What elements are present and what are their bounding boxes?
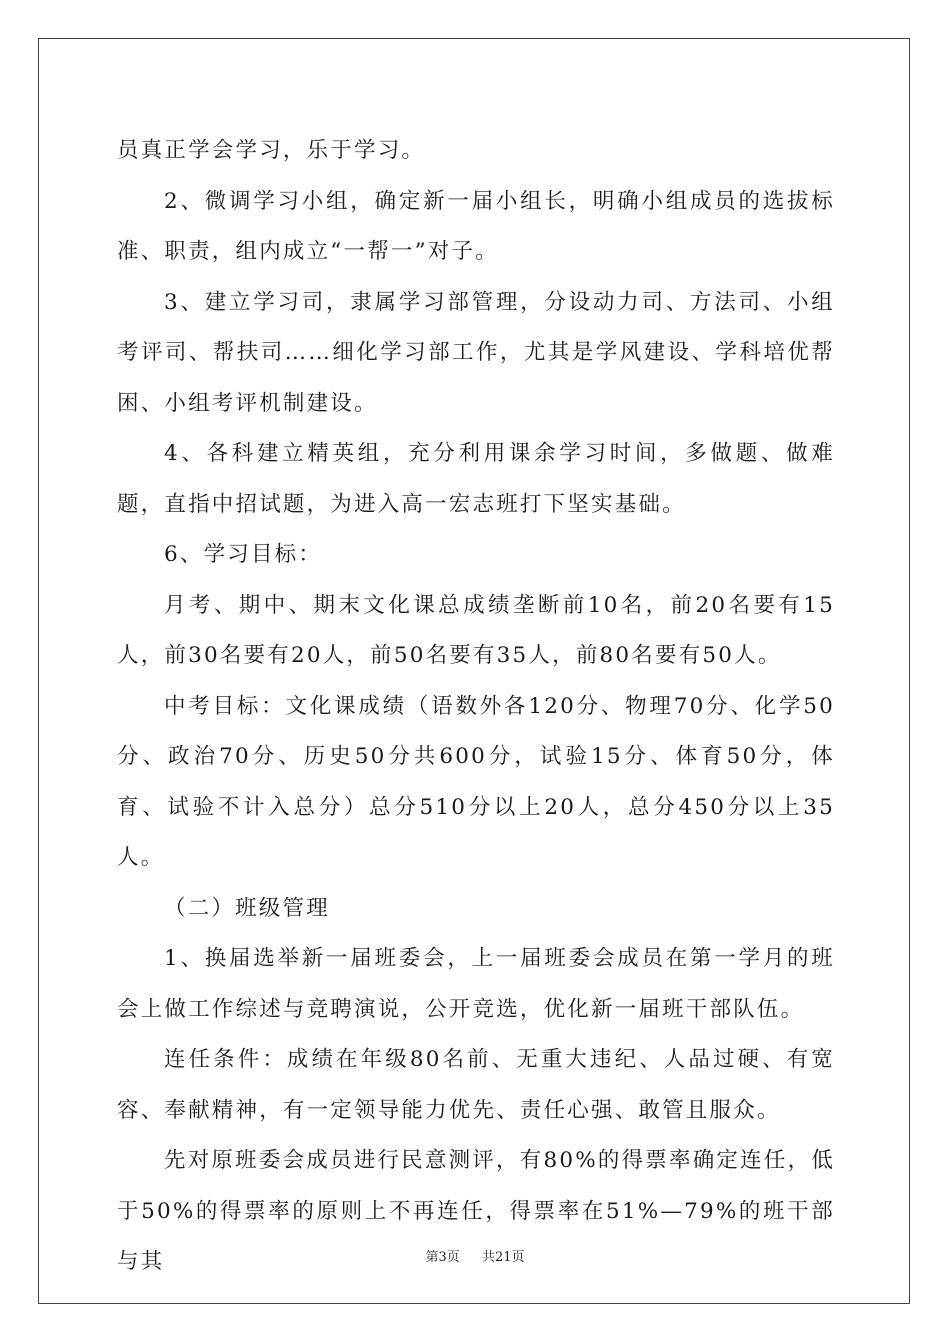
page-footer bbox=[0, 1246, 950, 1265]
paragraph-6: 月考、期中、期末文化课总成绩垄断前10名，前20名要有15人，前30名要有20人，前50名要有35人，前80名要有50人。 bbox=[117, 592, 835, 668]
paragraph-4: 4、各科建立精英组，充分利用课余学习时间，多做题、做难题，直指中招试题，为进入高一宏志班打下坚实基础。 bbox=[117, 441, 835, 517]
paragraph-3: 3、建立学习司，隶属学习部管理，分设动力司、方法司、小组考评司、帮扶司……细化学习部工作，尤其是学风建设、学科培优帮困、小组考评机制建设。 bbox=[117, 289, 835, 416]
paragraph-5: 6、学习目标： bbox=[164, 542, 323, 567]
document-body bbox=[117, 126, 835, 1288]
section-heading: （二）班级管理 bbox=[164, 895, 330, 921]
paragraph-2: 2、微调学习小组，确定新一届小组长，明确小组成员的选拔标准、职责，组内成立“一帮一”对子。 bbox=[117, 188, 835, 264]
paragraph-1: 员真正学会学习，乐于学习。 bbox=[117, 138, 426, 163]
page-total: 共21页 bbox=[482, 1250, 525, 1265]
paragraph-10: 连任条件：成绩在年级80名前、无重大违纪、人品过硬、有宽容、奉献精神，有一定领导能力优先、责任心强、敢管且服众。 bbox=[117, 1047, 835, 1123]
paragraph-7: 中考目标：文化课成绩（语数外各120分、物理70分、化学50分、政治70分、历史50分共600分，试验15分、体育50分，体育、试验不计入总分）总分510分以上20人，总分450分以上35人。 bbox=[117, 693, 835, 870]
page-number: 第3页 bbox=[425, 1250, 460, 1265]
paragraph-9: 1、换届选举新一届班委会，上一届班委会成员在第一学月的班会上做工作综述与竞聘演说，公开竞选，优化新一届班干部队伍。 bbox=[117, 946, 835, 1022]
paragraph-11: 先对原班委会成员进行民意测评，有80%的得票率确定连任，低于50%的得票率的原则上不再连任，得票率在51%—79%的班干部与其 bbox=[117, 1148, 835, 1274]
